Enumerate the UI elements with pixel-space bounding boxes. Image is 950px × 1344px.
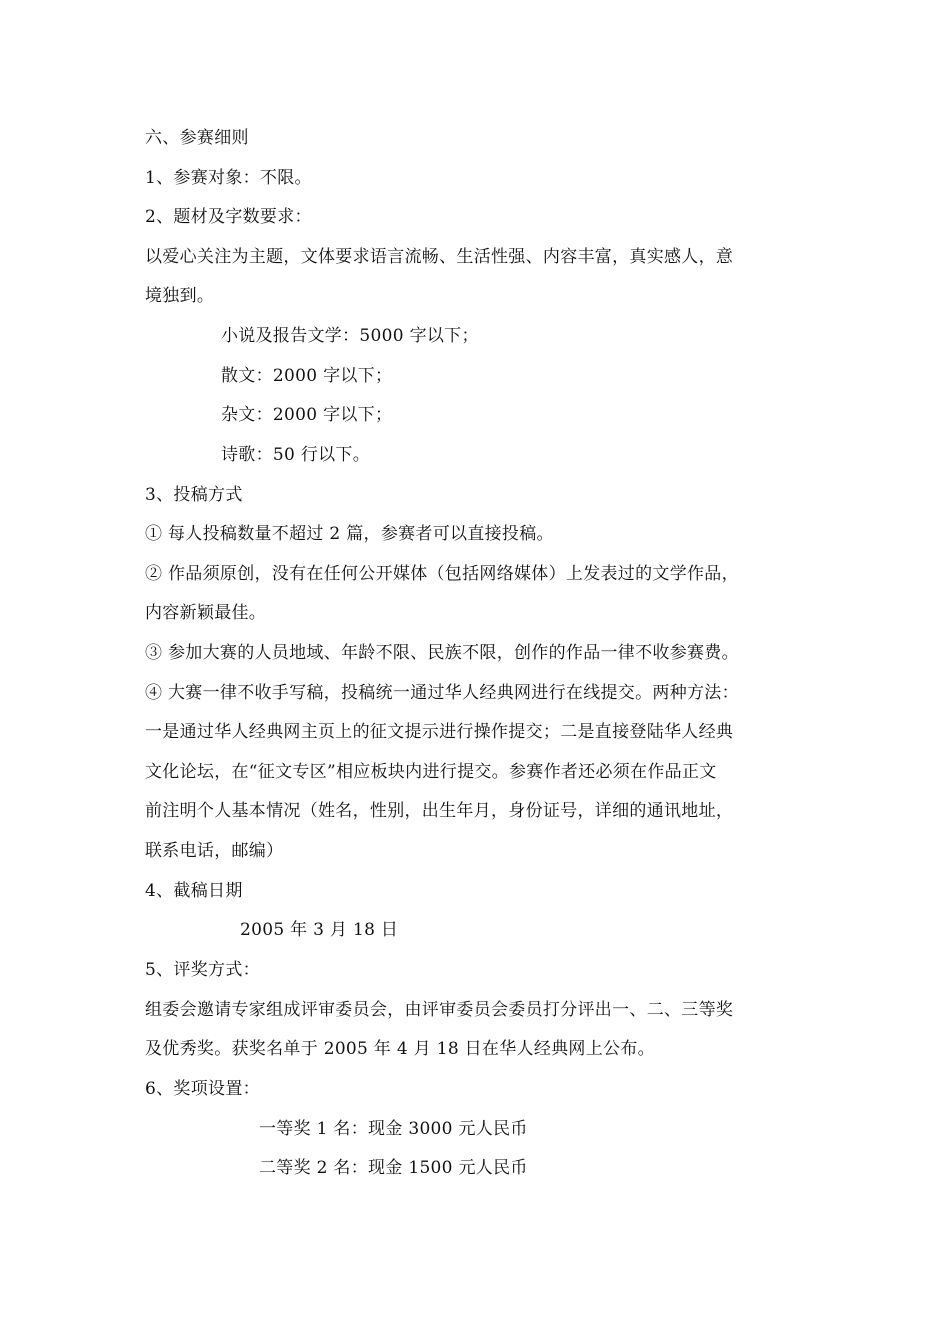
item-prizes-heading: 6、奖项设置：	[145, 1079, 260, 1099]
section-title: 六、参赛细则	[145, 128, 249, 148]
submission-point: ④ 大赛一律不收手写稿，投稿统一通过华人经典网进行在线提交。两种方法：	[145, 683, 739, 703]
word-limit-item: 杂文：2000 字以下；	[221, 405, 393, 425]
submission-point-continued: 内容新颖最佳。	[145, 603, 267, 623]
item-submission-heading: 3、投稿方式	[145, 485, 243, 505]
item-judging-heading: 5、评奖方式：	[145, 960, 260, 980]
word-limit-item: 诗歌：50 行以下。	[221, 445, 371, 465]
submission-point: ③ 参加大赛的人员地域、年龄不限、民族不限，创作的作品一律不收参赛费。	[145, 643, 739, 663]
word-limit-item: 散文：2000 字以下；	[221, 366, 393, 386]
submission-point-continued: 前注明个人基本情况（姓名，性别，出生年月，身份证号，详细的通讯地址，	[145, 801, 734, 821]
prize-item: 二等奖 2 名：现金 1500 元人民币	[259, 1158, 528, 1178]
submission-point-continued: 文化论坛，在“征文专区”相应板块内进行提交。参赛作者还必须在作品正文	[145, 762, 717, 782]
item-topic-heading: 2、题材及字数要求：	[145, 207, 312, 227]
topic-description-line: 以爱心关注为主题，文体要求语言流畅、生活性强、内容丰富，真实感人，意	[145, 247, 734, 267]
word-limit-item: 小说及报告文学：5000 字以下；	[221, 326, 479, 346]
submission-point: ② 作品须原创，没有在任何公开媒体（包括网络媒体）上发表过的文学作品，	[145, 564, 739, 584]
prize-item: 一等奖 1 名：现金 3000 元人民币	[259, 1119, 528, 1139]
judging-description-line: 及优秀奖。获奖名单于 2005 年 4 月 18 日在华人经典网上公布。	[145, 1039, 655, 1059]
submission-point: ① 每人投稿数量不超过 2 篇，参赛者可以直接投稿。	[145, 524, 554, 544]
item-deadline-heading: 4、截稿日期	[145, 881, 243, 901]
judging-description-line: 组委会邀请专家组成评审委员会，由评审委员会委员打分评出一、二、三等奖	[145, 1000, 734, 1020]
submission-point-continued: 一是通过华人经典网主页上的征文提示进行操作提交；二是直接登陆华人经典	[145, 722, 734, 742]
item-participants: 1、参赛对象：不限。	[145, 168, 312, 188]
topic-description-line: 境独到。	[145, 286, 215, 306]
submission-point-continued: 联系电话，邮编）	[145, 841, 284, 861]
deadline-date: 2005 年 3 月 18 日	[240, 920, 399, 940]
